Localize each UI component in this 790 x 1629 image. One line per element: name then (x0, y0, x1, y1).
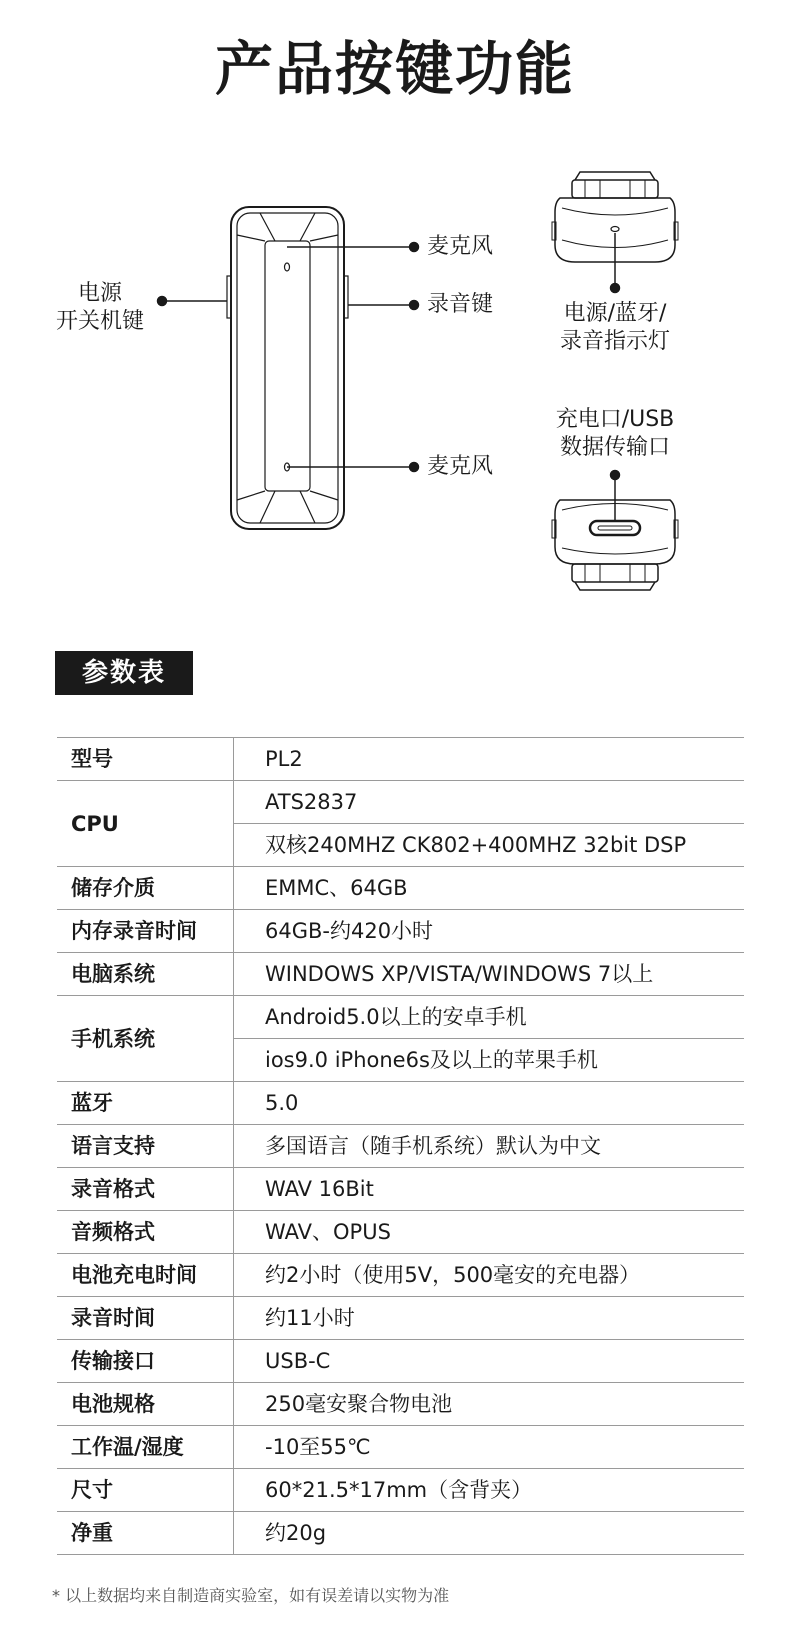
param-value: 约2小时（使用5V，500毫安的充电器） (234, 1254, 745, 1297)
param-value: ATS2837 (234, 781, 745, 824)
label-power-switch-line1: 电源 (77, 281, 122, 306)
table-row (57, 1383, 744, 1426)
param-value: ios9.0 iPhone6s及以上的苹果手机 (234, 1039, 745, 1082)
params-header: 参数表 (55, 651, 193, 695)
label-indicator-line2: 录音指示灯 (559, 329, 670, 354)
param-key: 手机系统 (57, 996, 234, 1082)
param-value: 5.0 (234, 1082, 745, 1125)
param-key: 储存介质 (57, 867, 234, 910)
param-value: -10至55℃ (234, 1426, 745, 1469)
param-key: CPU (57, 781, 234, 867)
param-key: 型号 (57, 738, 234, 781)
params-table (57, 737, 744, 1555)
label-power-switch-line2: 开关机键 (55, 309, 144, 334)
device-front-view (227, 207, 348, 529)
param-key: 蓝牙 (57, 1082, 234, 1125)
table-row (57, 996, 744, 1039)
param-value: WAV 16Bit (234, 1168, 745, 1211)
param-value: 64GB-约420小时 (234, 910, 745, 953)
param-value: Android5.0以上的安卓手机 (234, 996, 745, 1039)
footnote: * 以上数据均来自制造商实验室，如有误差请以实物为准 (52, 1586, 450, 1605)
label-mic-bottom: 麦克风 (427, 454, 494, 479)
param-key: 电脑系统 (57, 953, 234, 996)
param-value: WAV、OPUS (234, 1211, 745, 1254)
table-row (57, 867, 744, 910)
table-row (57, 1297, 744, 1340)
table-row (57, 1168, 744, 1211)
param-value: 多国语言（随手机系统）默认为中文 (234, 1125, 745, 1168)
param-key: 电池规格 (57, 1383, 234, 1426)
param-value: 60*21.5*17mm（含背夹） (234, 1469, 745, 1512)
label-record-key: 录音键 (427, 292, 494, 317)
param-key: 传输接口 (57, 1340, 234, 1383)
label-usb-line2: 数据传输口 (559, 435, 670, 460)
table-row (57, 1426, 744, 1469)
table-row (57, 1125, 744, 1168)
table-row (57, 781, 744, 824)
param-key: 录音格式 (57, 1168, 234, 1211)
param-value: 约20g (234, 1512, 745, 1555)
param-value: USB-C (234, 1340, 745, 1383)
param-key: 语言支持 (57, 1125, 234, 1168)
table-row (57, 738, 744, 781)
label-usb-port (530, 406, 700, 462)
label-power-switch (50, 280, 150, 336)
param-key: 净重 (57, 1512, 234, 1555)
param-key: 音频格式 (57, 1211, 234, 1254)
table-row (57, 1254, 744, 1297)
param-value: 约11小时 (234, 1297, 745, 1340)
param-value: WINDOWS XP/VISTA/WINDOWS 7以上 (234, 953, 745, 996)
page-title: 产品按键功能 (214, 35, 575, 103)
table-row (57, 1211, 744, 1254)
param-value: 双核240MHZ CK802+400MHZ 32bit DSP (234, 824, 745, 867)
table-row (57, 1082, 744, 1125)
param-key: 内存录音时间 (57, 910, 234, 953)
param-key: 尺寸 (57, 1469, 234, 1512)
table-row (57, 953, 744, 996)
table-row (57, 910, 744, 953)
label-indicator-line1: 电源/蓝牙/ (563, 301, 667, 326)
param-value: PL2 (234, 738, 745, 781)
table-row (57, 1512, 744, 1555)
param-key: 电池充电时间 (57, 1254, 234, 1297)
param-key: 工作温/湿度 (57, 1426, 234, 1469)
param-key: 录音时间 (57, 1297, 234, 1340)
table-row (57, 1340, 744, 1383)
param-value: 250毫安聚合物电池 (234, 1383, 745, 1426)
table-row (57, 1469, 744, 1512)
param-value: EMMC、64GB (234, 867, 745, 910)
label-mic-top: 麦克风 (427, 234, 494, 259)
label-usb-line1: 充电口/USB (555, 407, 675, 432)
label-indicator (540, 300, 690, 356)
